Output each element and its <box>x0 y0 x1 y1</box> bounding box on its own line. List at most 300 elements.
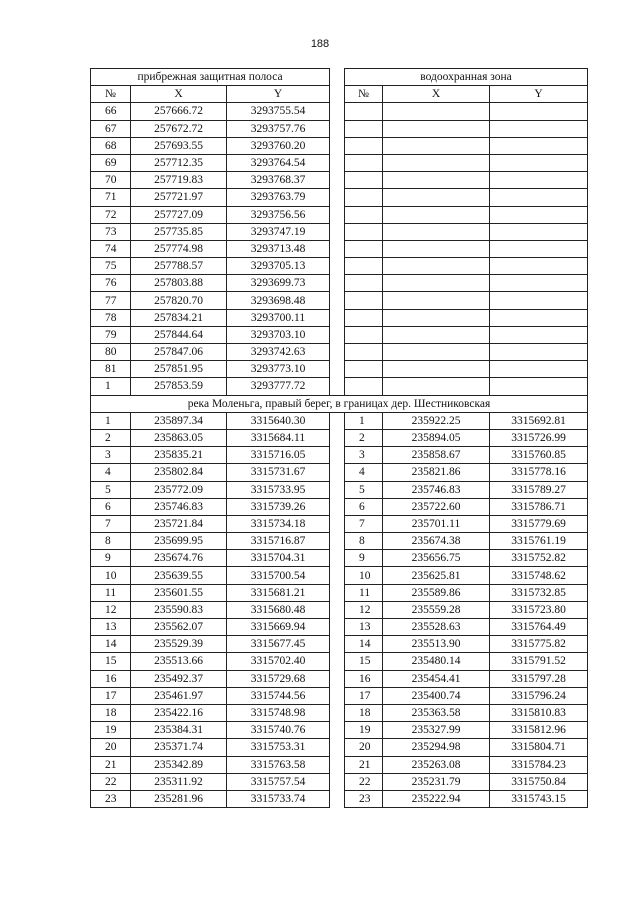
x-coordinate-cell: 257844.64 <box>131 326 227 343</box>
right-section-title: водоохранная зона <box>345 69 588 86</box>
y-coordinate-cell: 3315764.49 <box>490 619 588 636</box>
point-number-cell: 7 <box>91 515 131 532</box>
y-coordinate-cell: 3315810.83 <box>490 704 588 721</box>
empty-cell <box>345 361 383 378</box>
point-number-cell: 9 <box>91 550 131 567</box>
point-number-cell: 3 <box>345 447 383 464</box>
point-number-cell: 16 <box>91 670 131 687</box>
x-coordinate-cell: 235529.39 <box>131 636 227 653</box>
point-number-cell: 19 <box>91 722 131 739</box>
y-coordinate-cell: 3293747.19 <box>227 223 330 240</box>
empty-cell <box>490 240 588 257</box>
empty-cell <box>383 258 490 275</box>
table-row <box>91 636 588 653</box>
point-number-cell: 23 <box>345 790 383 807</box>
table-row <box>91 412 588 429</box>
column-gap <box>330 636 345 653</box>
point-number-cell: 6 <box>345 498 383 515</box>
empty-cell <box>345 258 383 275</box>
table-row <box>91 687 588 704</box>
y-coordinate-cell: 3315779.69 <box>490 515 588 532</box>
point-number-cell: 17 <box>345 687 383 704</box>
x-coordinate-cell: 235922.25 <box>383 412 490 429</box>
empty-cell <box>490 361 588 378</box>
point-number-cell: 20 <box>91 739 131 756</box>
y-coordinate-cell: 3293757.76 <box>227 120 330 137</box>
x-coordinate-cell: 235863.05 <box>131 429 227 446</box>
empty-cell <box>383 223 490 240</box>
right-col-x-header: X <box>383 86 490 103</box>
empty-cell <box>490 326 588 343</box>
empty-cell <box>345 378 383 395</box>
empty-cell <box>490 258 588 275</box>
x-coordinate-cell: 235897.34 <box>131 412 227 429</box>
point-number-cell: 21 <box>91 756 131 773</box>
point-number-cell: 14 <box>91 636 131 653</box>
point-number-cell: 79 <box>91 326 131 343</box>
x-coordinate-cell: 235699.95 <box>131 533 227 550</box>
empty-cell <box>345 172 383 189</box>
x-coordinate-cell: 235231.79 <box>383 773 490 790</box>
y-coordinate-cell: 3315677.45 <box>227 636 330 653</box>
table-row <box>91 790 588 807</box>
x-coordinate-cell: 235263.08 <box>383 756 490 773</box>
point-number-cell: 4 <box>91 464 131 481</box>
x-coordinate-cell: 257721.97 <box>131 189 227 206</box>
empty-cell <box>490 344 588 361</box>
x-coordinate-cell: 235721.84 <box>131 515 227 532</box>
point-number-cell: 5 <box>91 481 131 498</box>
point-number-cell: 2 <box>91 429 131 446</box>
y-coordinate-cell: 3293705.13 <box>227 258 330 275</box>
column-gap <box>330 687 345 704</box>
empty-cell <box>490 120 588 137</box>
x-coordinate-cell: 235513.66 <box>131 653 227 670</box>
point-number-cell: 16 <box>345 670 383 687</box>
x-coordinate-cell: 235562.07 <box>131 619 227 636</box>
empty-cell <box>345 103 383 120</box>
empty-cell <box>383 378 490 395</box>
point-number-cell: 68 <box>91 137 131 154</box>
x-coordinate-cell: 257847.06 <box>131 344 227 361</box>
y-coordinate-cell: 3315732.85 <box>490 584 588 601</box>
x-coordinate-cell: 235821.86 <box>383 464 490 481</box>
x-coordinate-cell: 235342.89 <box>131 756 227 773</box>
table-row <box>91 584 588 601</box>
y-coordinate-cell: 3315716.87 <box>227 533 330 550</box>
y-coordinate-cell: 3315797.28 <box>490 670 588 687</box>
x-coordinate-cell: 235701.11 <box>383 515 490 532</box>
x-coordinate-cell: 235746.83 <box>383 481 490 498</box>
empty-cell <box>383 292 490 309</box>
point-number-cell: 21 <box>345 756 383 773</box>
empty-cell <box>490 154 588 171</box>
point-number-cell: 8 <box>345 533 383 550</box>
column-gap <box>330 739 345 756</box>
column-gap <box>330 704 345 721</box>
empty-cell <box>345 240 383 257</box>
x-coordinate-cell: 235746.83 <box>131 498 227 515</box>
point-number-cell: 66 <box>91 103 131 120</box>
page-number: 188 <box>310 38 330 50</box>
empty-cell <box>383 309 490 326</box>
point-number-cell: 23 <box>91 790 131 807</box>
table-row <box>91 464 588 481</box>
y-coordinate-cell: 3315791.52 <box>490 653 588 670</box>
table-row <box>91 773 588 790</box>
column-gap <box>330 550 345 567</box>
point-number-cell: 70 <box>91 172 131 189</box>
point-number-cell: 11 <box>345 584 383 601</box>
y-coordinate-cell: 3315804.71 <box>490 739 588 756</box>
y-coordinate-cell: 3293763.79 <box>227 189 330 206</box>
y-coordinate-cell: 3315760.85 <box>490 447 588 464</box>
x-coordinate-cell: 257727.09 <box>131 206 227 223</box>
x-coordinate-cell: 257834.21 <box>131 309 227 326</box>
y-coordinate-cell: 3315729.68 <box>227 670 330 687</box>
x-coordinate-cell: 257853.59 <box>131 378 227 395</box>
empty-cell <box>490 378 588 395</box>
point-number-cell: 75 <box>91 258 131 275</box>
y-coordinate-cell: 3315812.96 <box>490 722 588 739</box>
section-title-row <box>91 395 588 412</box>
x-coordinate-cell: 235674.76 <box>131 550 227 567</box>
empty-cell <box>490 292 588 309</box>
point-number-cell: 1 <box>91 378 131 395</box>
y-coordinate-cell: 3315778.16 <box>490 464 588 481</box>
x-coordinate-cell: 235528.63 <box>383 619 490 636</box>
table-row <box>91 653 588 670</box>
y-coordinate-cell: 3315775.82 <box>490 636 588 653</box>
column-gap <box>330 790 345 807</box>
table-row <box>91 515 588 532</box>
y-coordinate-cell: 3315761.19 <box>490 533 588 550</box>
x-coordinate-cell: 235601.55 <box>131 584 227 601</box>
x-coordinate-cell: 235480.14 <box>383 653 490 670</box>
x-coordinate-cell: 235674.38 <box>383 533 490 550</box>
point-number-cell: 4 <box>345 464 383 481</box>
column-gap <box>330 722 345 739</box>
point-number-cell: 76 <box>91 275 131 292</box>
point-number-cell: 78 <box>91 309 131 326</box>
point-number-cell: 72 <box>91 206 131 223</box>
y-coordinate-cell: 3315796.24 <box>490 687 588 704</box>
y-coordinate-cell: 3293713.48 <box>227 240 330 257</box>
column-gap <box>330 584 345 601</box>
point-number-cell: 1 <box>345 412 383 429</box>
x-coordinate-cell: 235422.16 <box>131 704 227 721</box>
section-title: река Моленьга, правый берег, в границах дер. Шестниковская <box>91 395 588 412</box>
y-coordinate-cell: 3315748.98 <box>227 704 330 721</box>
point-number-cell: 81 <box>91 361 131 378</box>
column-gap <box>330 653 345 670</box>
y-coordinate-cell: 3315681.21 <box>227 584 330 601</box>
x-coordinate-cell: 235858.67 <box>383 447 490 464</box>
empty-cell <box>345 189 383 206</box>
point-number-cell: 19 <box>345 722 383 739</box>
y-coordinate-cell: 3315700.54 <box>227 567 330 584</box>
x-coordinate-cell: 235454.41 <box>383 670 490 687</box>
empty-cell <box>490 309 588 326</box>
point-number-cell: 2 <box>345 429 383 446</box>
x-coordinate-cell: 235384.31 <box>131 722 227 739</box>
point-number-cell: 12 <box>91 601 131 618</box>
point-number-cell: 12 <box>345 601 383 618</box>
point-number-cell: 22 <box>91 773 131 790</box>
point-number-cell: 69 <box>91 154 131 171</box>
y-coordinate-cell: 3315733.95 <box>227 481 330 498</box>
y-coordinate-cell: 3315684.11 <box>227 429 330 446</box>
empty-cell <box>383 326 490 343</box>
empty-cell <box>345 206 383 223</box>
table-row <box>91 447 588 464</box>
x-coordinate-cell: 257672.72 <box>131 120 227 137</box>
table-row <box>91 722 588 739</box>
column-gap <box>330 756 345 773</box>
table-row <box>91 704 588 721</box>
x-coordinate-cell: 257735.85 <box>131 223 227 240</box>
y-coordinate-cell: 3315726.99 <box>490 429 588 446</box>
point-number-cell: 22 <box>345 773 383 790</box>
empty-cell <box>490 103 588 120</box>
column-gap <box>330 412 345 429</box>
point-number-cell: 7 <box>345 515 383 532</box>
point-number-cell: 74 <box>91 240 131 257</box>
table-row <box>91 429 588 446</box>
empty-cell <box>383 172 490 189</box>
y-coordinate-cell: 3315734.18 <box>227 515 330 532</box>
y-coordinate-cell: 3293742.63 <box>227 344 330 361</box>
y-coordinate-cell: 3315743.15 <box>490 790 588 807</box>
column-gap <box>330 515 345 532</box>
y-coordinate-cell: 3315753.31 <box>227 739 330 756</box>
right-col-no-header: № <box>345 86 383 103</box>
y-coordinate-cell: 3315680.48 <box>227 601 330 618</box>
y-coordinate-cell: 3315733.74 <box>227 790 330 807</box>
point-number-cell: 6 <box>91 498 131 515</box>
x-coordinate-cell: 257712.35 <box>131 154 227 171</box>
x-coordinate-cell: 235371.74 <box>131 739 227 756</box>
left-col-x-header: X <box>131 86 227 103</box>
x-coordinate-cell: 235492.37 <box>131 670 227 687</box>
point-number-cell: 10 <box>91 567 131 584</box>
point-number-cell: 77 <box>91 292 131 309</box>
column-gap <box>330 670 345 687</box>
y-coordinate-cell: 3293773.10 <box>227 361 330 378</box>
point-number-cell: 73 <box>91 223 131 240</box>
point-number-cell: 1 <box>91 412 131 429</box>
y-coordinate-cell: 3293698.48 <box>227 292 330 309</box>
empty-cell <box>383 275 490 292</box>
x-coordinate-cell: 235625.81 <box>383 567 490 584</box>
column-gap <box>330 481 345 498</box>
x-coordinate-cell: 257851.95 <box>131 361 227 378</box>
empty-cell <box>383 361 490 378</box>
y-coordinate-cell: 3315692.81 <box>490 412 588 429</box>
empty-cell <box>383 344 490 361</box>
left-col-y-header: Y <box>227 86 330 103</box>
empty-cell <box>345 120 383 137</box>
y-coordinate-cell: 3293756.56 <box>227 206 330 223</box>
y-coordinate-cell: 3293699.73 <box>227 275 330 292</box>
x-coordinate-cell: 257803.88 <box>131 275 227 292</box>
y-coordinate-cell: 3315640.30 <box>227 412 330 429</box>
column-gap <box>330 567 345 584</box>
x-coordinate-cell: 257820.70 <box>131 292 227 309</box>
empty-cell <box>490 189 588 206</box>
coordinates-table <box>90 68 588 808</box>
point-number-cell: 9 <box>345 550 383 567</box>
empty-cell <box>345 326 383 343</box>
x-coordinate-cell: 235327.99 <box>383 722 490 739</box>
empty-cell <box>383 103 490 120</box>
y-coordinate-cell: 3315763.58 <box>227 756 330 773</box>
coordinates-table-body <box>91 69 588 808</box>
point-number-cell: 10 <box>345 567 383 584</box>
point-number-cell: 3 <box>91 447 131 464</box>
empty-cell <box>383 120 490 137</box>
x-coordinate-cell: 257693.55 <box>131 137 227 154</box>
empty-cell <box>345 344 383 361</box>
y-coordinate-cell: 3315748.62 <box>490 567 588 584</box>
x-coordinate-cell: 257666.72 <box>131 103 227 120</box>
column-gap <box>330 619 345 636</box>
x-coordinate-cell: 235294.98 <box>383 739 490 756</box>
table-row <box>91 498 588 515</box>
x-coordinate-cell: 235894.05 <box>383 429 490 446</box>
empty-cell <box>383 240 490 257</box>
empty-cell <box>490 206 588 223</box>
point-number-cell: 17 <box>91 687 131 704</box>
x-coordinate-cell: 257788.57 <box>131 258 227 275</box>
column-gap <box>330 533 345 550</box>
y-coordinate-cell: 3315789.27 <box>490 481 588 498</box>
x-coordinate-cell: 235363.58 <box>383 704 490 721</box>
x-coordinate-cell: 235400.74 <box>383 687 490 704</box>
y-coordinate-cell: 3315752.82 <box>490 550 588 567</box>
x-coordinate-cell: 257774.98 <box>131 240 227 257</box>
point-number-cell: 18 <box>91 704 131 721</box>
empty-cell <box>490 137 588 154</box>
column-gap <box>330 498 345 515</box>
y-coordinate-cell: 3315723.80 <box>490 601 588 618</box>
empty-cell <box>383 137 490 154</box>
empty-cell <box>490 275 588 292</box>
x-coordinate-cell: 235281.96 <box>131 790 227 807</box>
point-number-cell: 67 <box>91 120 131 137</box>
x-coordinate-cell: 235559.28 <box>383 601 490 618</box>
right-col-y-header: Y <box>490 86 588 103</box>
y-coordinate-cell: 3293768.37 <box>227 172 330 189</box>
point-number-cell: 13 <box>345 619 383 636</box>
point-number-cell: 18 <box>345 704 383 721</box>
column-gap <box>330 429 345 446</box>
empty-cell <box>345 137 383 154</box>
empty-cell <box>345 154 383 171</box>
y-coordinate-cell: 3293764.54 <box>227 154 330 171</box>
table-row <box>91 756 588 773</box>
x-coordinate-cell: 257719.83 <box>131 172 227 189</box>
x-coordinate-cell: 235802.84 <box>131 464 227 481</box>
point-number-cell: 15 <box>91 653 131 670</box>
y-coordinate-cell: 3315669.94 <box>227 619 330 636</box>
y-coordinate-cell: 3315739.26 <box>227 498 330 515</box>
y-coordinate-cell: 3315757.54 <box>227 773 330 790</box>
table-row <box>91 481 588 498</box>
empty-cell <box>345 309 383 326</box>
column-gap <box>330 69 345 396</box>
y-coordinate-cell: 3293760.20 <box>227 137 330 154</box>
table-row <box>91 739 588 756</box>
y-coordinate-cell: 3315750.84 <box>490 773 588 790</box>
y-coordinate-cell: 3315731.67 <box>227 464 330 481</box>
empty-cell <box>383 154 490 171</box>
x-coordinate-cell: 235772.09 <box>131 481 227 498</box>
point-number-cell: 14 <box>345 636 383 653</box>
x-coordinate-cell: 235722.60 <box>383 498 490 515</box>
table-row <box>91 670 588 687</box>
y-coordinate-cell: 3293703.10 <box>227 326 330 343</box>
empty-cell <box>490 223 588 240</box>
x-coordinate-cell: 235589.86 <box>383 584 490 601</box>
y-coordinate-cell: 3315744.56 <box>227 687 330 704</box>
x-coordinate-cell: 235222.94 <box>383 790 490 807</box>
empty-cell <box>383 189 490 206</box>
empty-cell <box>345 292 383 309</box>
empty-cell <box>345 275 383 292</box>
column-gap <box>330 447 345 464</box>
left-section-title: прибрежная защитная полоса <box>91 69 330 86</box>
column-gap <box>330 464 345 481</box>
table-row <box>91 567 588 584</box>
point-number-cell: 11 <box>91 584 131 601</box>
y-coordinate-cell: 3293755.54 <box>227 103 330 120</box>
x-coordinate-cell: 235513.90 <box>383 636 490 653</box>
empty-cell <box>490 172 588 189</box>
left-col-no-header: № <box>91 86 131 103</box>
y-coordinate-cell: 3293777.72 <box>227 378 330 395</box>
point-number-cell: 13 <box>91 619 131 636</box>
y-coordinate-cell: 3315784.23 <box>490 756 588 773</box>
x-coordinate-cell: 235835.21 <box>131 447 227 464</box>
y-coordinate-cell: 3293700.11 <box>227 309 330 326</box>
point-number-cell: 20 <box>345 739 383 756</box>
y-coordinate-cell: 3315704.31 <box>227 550 330 567</box>
y-coordinate-cell: 3315702.40 <box>227 653 330 670</box>
point-number-cell: 5 <box>345 481 383 498</box>
table-row <box>91 601 588 618</box>
x-coordinate-cell: 235656.75 <box>383 550 490 567</box>
empty-cell <box>345 223 383 240</box>
table-row <box>91 550 588 567</box>
y-coordinate-cell: 3315716.05 <box>227 447 330 464</box>
point-number-cell: 15 <box>345 653 383 670</box>
empty-cell <box>383 206 490 223</box>
y-coordinate-cell: 3315786.71 <box>490 498 588 515</box>
y-coordinate-cell: 3315740.76 <box>227 722 330 739</box>
table-row <box>91 619 588 636</box>
point-number-cell: 80 <box>91 344 131 361</box>
table-header-title-row <box>91 69 588 86</box>
point-number-cell: 8 <box>91 533 131 550</box>
column-gap <box>330 773 345 790</box>
column-gap <box>330 601 345 618</box>
point-number-cell: 71 <box>91 189 131 206</box>
x-coordinate-cell: 235590.83 <box>131 601 227 618</box>
x-coordinate-cell: 235461.97 <box>131 687 227 704</box>
x-coordinate-cell: 235311.92 <box>131 773 227 790</box>
table-row <box>91 533 588 550</box>
